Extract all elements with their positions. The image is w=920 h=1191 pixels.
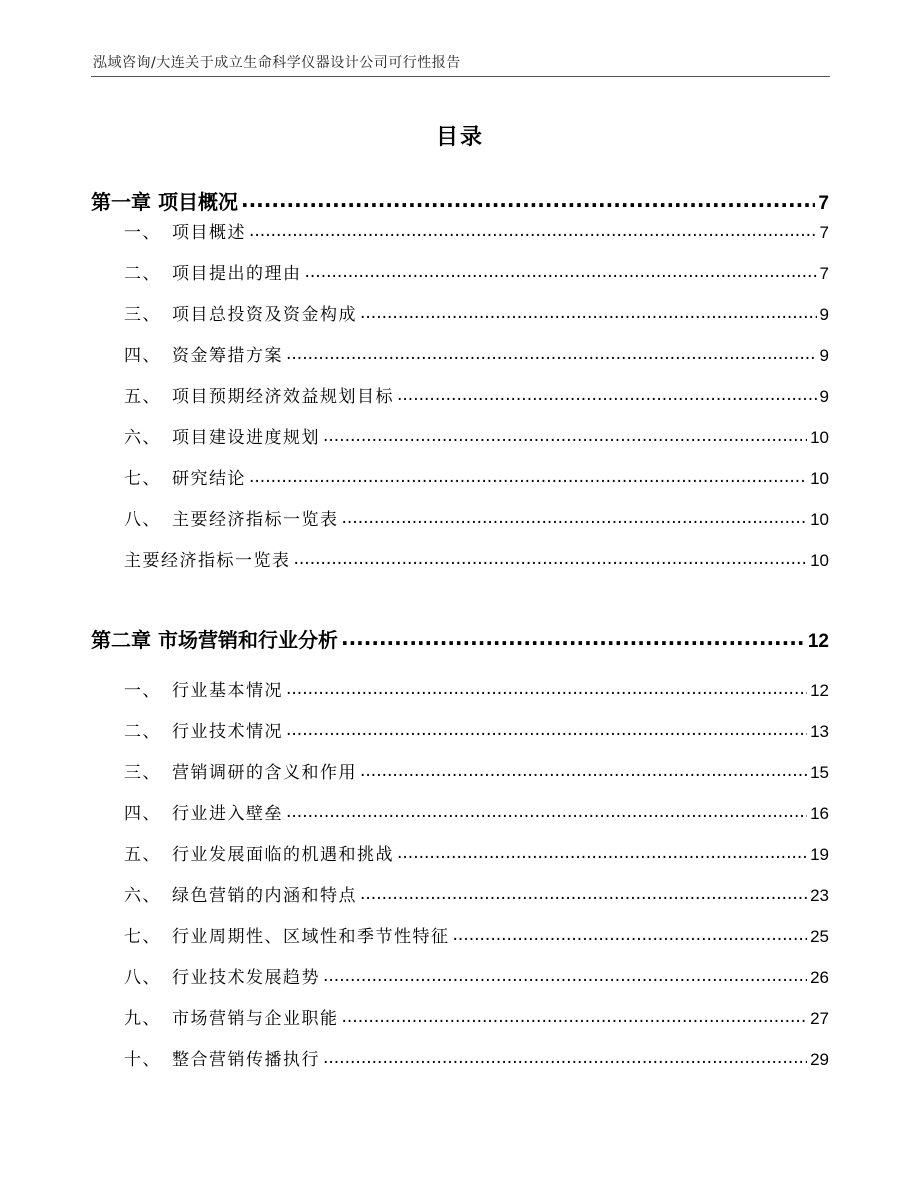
- toc-page-number: 15: [810, 763, 829, 782]
- toc-dot-leader: [286, 344, 817, 364]
- toc-dot-leader: [360, 303, 817, 323]
- toc-page-number: 7: [819, 223, 829, 242]
- toc-entry-number: 六、: [124, 428, 161, 448]
- toc-entry-text: 行业周期性、区域性和季节性特征: [172, 927, 450, 947]
- toc-entry-label: [124, 717, 283, 742]
- toc-dot-leader: [249, 221, 817, 241]
- toc-page-number: 10: [810, 428, 829, 447]
- toc-entry-number: 二、: [124, 264, 161, 284]
- toc-dot-leader: [323, 426, 807, 446]
- toc-entry-number: 四、: [124, 804, 161, 824]
- toc-entry-text: 项目预期经济效益规划目标: [172, 387, 394, 407]
- toc-entry-text: 整合营销传播执行: [172, 1050, 320, 1070]
- toc-entry-text: 第一章 项目概况: [91, 190, 238, 214]
- toc-entry-number: 四、: [124, 346, 161, 366]
- toc-entry-text: 资金筹措方案: [172, 346, 283, 366]
- toc-entry-number: 三、: [124, 763, 161, 783]
- toc-entry-text: 研究结论: [172, 469, 246, 489]
- toc-section-entry[interactable]: [124, 218, 829, 243]
- toc-section-entry[interactable]: [124, 259, 829, 284]
- toc-section-entry[interactable]: [124, 799, 829, 824]
- toc-page-number: 7: [819, 264, 829, 283]
- toc-page-number: 29: [810, 1050, 829, 1069]
- toc-section-entry[interactable]: [124, 423, 829, 448]
- toc-title: 目录: [435, 125, 484, 150]
- toc-entry-label: [124, 300, 357, 325]
- toc-entry-text: 行业基本情况: [172, 681, 283, 701]
- toc-entry-text: 行业进入壁垒: [172, 804, 283, 824]
- toc-page-number: 7: [818, 193, 829, 214]
- toc-section-entry[interactable]: [124, 1045, 829, 1070]
- toc-section-entry[interactable]: [124, 758, 829, 783]
- toc-dot-leader: [342, 508, 808, 528]
- toc-page-number: 13: [810, 722, 829, 741]
- toc-entry-number: 十、: [124, 1050, 161, 1070]
- toc-entry-label: [124, 218, 246, 243]
- toc-entry-text: 营销调研的含义和作用: [172, 763, 357, 783]
- toc-dot-leader: [286, 720, 807, 740]
- toc-entry-number: 七、: [124, 469, 161, 489]
- header-divider: [91, 76, 830, 77]
- toc-entry-label: [124, 840, 394, 865]
- toc-entry-number: 五、: [124, 845, 161, 865]
- toc-section-entry[interactable]: [124, 840, 829, 865]
- toc-entry-number: 六、: [124, 886, 161, 906]
- toc-dot-leader: [342, 1007, 808, 1027]
- toc-entry-label: [124, 382, 394, 407]
- toc-entry-label: [124, 546, 291, 571]
- toc-entry-number: 八、: [124, 510, 161, 530]
- toc-section-entry[interactable]: [124, 881, 829, 906]
- toc-page-number: 23: [810, 886, 829, 905]
- toc-entry-label: [124, 464, 246, 489]
- toc-page-number: 9: [819, 387, 829, 406]
- toc-entry-label: [124, 1004, 339, 1029]
- toc-entry-label: [91, 186, 238, 215]
- toc-entry-label: [124, 259, 302, 284]
- toc-page-number: 26: [810, 968, 829, 987]
- toc-page-number: 9: [819, 305, 829, 324]
- toc-dot-leader: [249, 467, 807, 487]
- toc-entry-number: 一、: [124, 223, 161, 243]
- toc-entry-label: [124, 922, 450, 947]
- toc-section-entry[interactable]: [124, 1004, 829, 1029]
- toc-entry-number: 五、: [124, 387, 161, 407]
- toc-page-number: 9: [819, 346, 829, 365]
- toc-entry-number: 九、: [124, 1009, 161, 1029]
- toc-entry-text: 项目总投资及资金构成: [172, 305, 357, 325]
- toc-dot-leader: [397, 385, 817, 405]
- toc-entry-text: 行业发展面临的机遇和挑战: [172, 845, 394, 865]
- toc-entry-number: 一、: [124, 681, 161, 701]
- toc-entry-label: [124, 799, 283, 824]
- toc-dot-leader: [323, 1048, 807, 1068]
- toc-entry-text: 主要经济指标一览表: [124, 551, 291, 571]
- toc-section-entry[interactable]: [124, 505, 829, 530]
- toc-entry-label: [124, 423, 320, 448]
- toc-page-number: 10: [810, 510, 829, 529]
- toc-entry-label: [124, 963, 320, 988]
- toc-section-entry[interactable]: [124, 546, 829, 571]
- toc-section-entry[interactable]: [124, 464, 829, 489]
- toc-entry-label: [124, 1045, 320, 1070]
- toc-section-entry[interactable]: [124, 963, 829, 988]
- toc-page-number: 16: [810, 804, 829, 823]
- toc-dot-leader: [286, 679, 807, 699]
- toc-page-number: 12: [810, 681, 829, 700]
- page-header: 泓域咨询/大连关于成立生命科学仪器设计公司可行性报告: [93, 55, 461, 71]
- toc-entry-text: 项目概述: [172, 223, 246, 243]
- toc-entry-text: 项目建设进度规划: [172, 428, 320, 448]
- toc-entry-label: [124, 881, 357, 906]
- toc-page-number: 27: [810, 1009, 829, 1028]
- toc-dot-leader: [341, 626, 805, 650]
- toc-dot-leader: [294, 549, 808, 569]
- toc-entry-text: 行业技术发展趋势: [172, 968, 320, 988]
- toc-entry-text: 行业技术情况: [172, 722, 283, 742]
- toc-section-entry[interactable]: [124, 300, 829, 325]
- toc-entry-label: [91, 624, 338, 653]
- toc-dot-leader: [360, 761, 807, 781]
- toc-chapter-entry[interactable]: [91, 186, 829, 215]
- toc-dot-leader: [397, 843, 807, 863]
- toc-entry-label: [124, 758, 357, 783]
- toc-dot-leader: [453, 925, 808, 945]
- toc-entry-label: [124, 505, 339, 530]
- toc-entry-label: [124, 341, 283, 366]
- toc-page-number: 25: [810, 927, 829, 946]
- toc-dot-leader: [305, 262, 817, 282]
- toc-dot-leader: [323, 966, 807, 986]
- toc-page-number: 10: [810, 551, 829, 570]
- toc-section-entry[interactable]: [124, 341, 829, 366]
- toc-section-entry[interactable]: [124, 717, 829, 742]
- toc-section-entry[interactable]: [124, 922, 829, 947]
- toc-entry-text: 绿色营销的内涵和特点: [172, 886, 357, 906]
- toc-entry-text: 项目提出的理由: [172, 264, 302, 284]
- toc-entry-number: 八、: [124, 968, 161, 988]
- toc-page-number: 12: [807, 631, 829, 652]
- toc-section-entry[interactable]: [124, 382, 829, 407]
- toc-page-number: 10: [810, 469, 829, 488]
- toc-chapter-entry[interactable]: [91, 624, 829, 653]
- toc-dot-leader: [360, 884, 807, 904]
- toc-entry-label: [124, 676, 283, 701]
- toc-dot-leader: [286, 802, 807, 822]
- toc-entry-text: 主要经济指标一览表: [172, 510, 339, 530]
- toc-dot-leader: [241, 188, 815, 212]
- toc-page-number: 19: [810, 845, 829, 864]
- toc-entry-text: 市场营销与企业职能: [172, 1009, 339, 1029]
- toc-entry-number: 三、: [124, 305, 161, 325]
- toc-entry-number: 七、: [124, 927, 161, 947]
- toc-section-entry[interactable]: [124, 676, 829, 701]
- toc-entry-number: 二、: [124, 722, 161, 742]
- toc-entry-text: 第二章 市场营销和行业分析: [91, 628, 338, 652]
